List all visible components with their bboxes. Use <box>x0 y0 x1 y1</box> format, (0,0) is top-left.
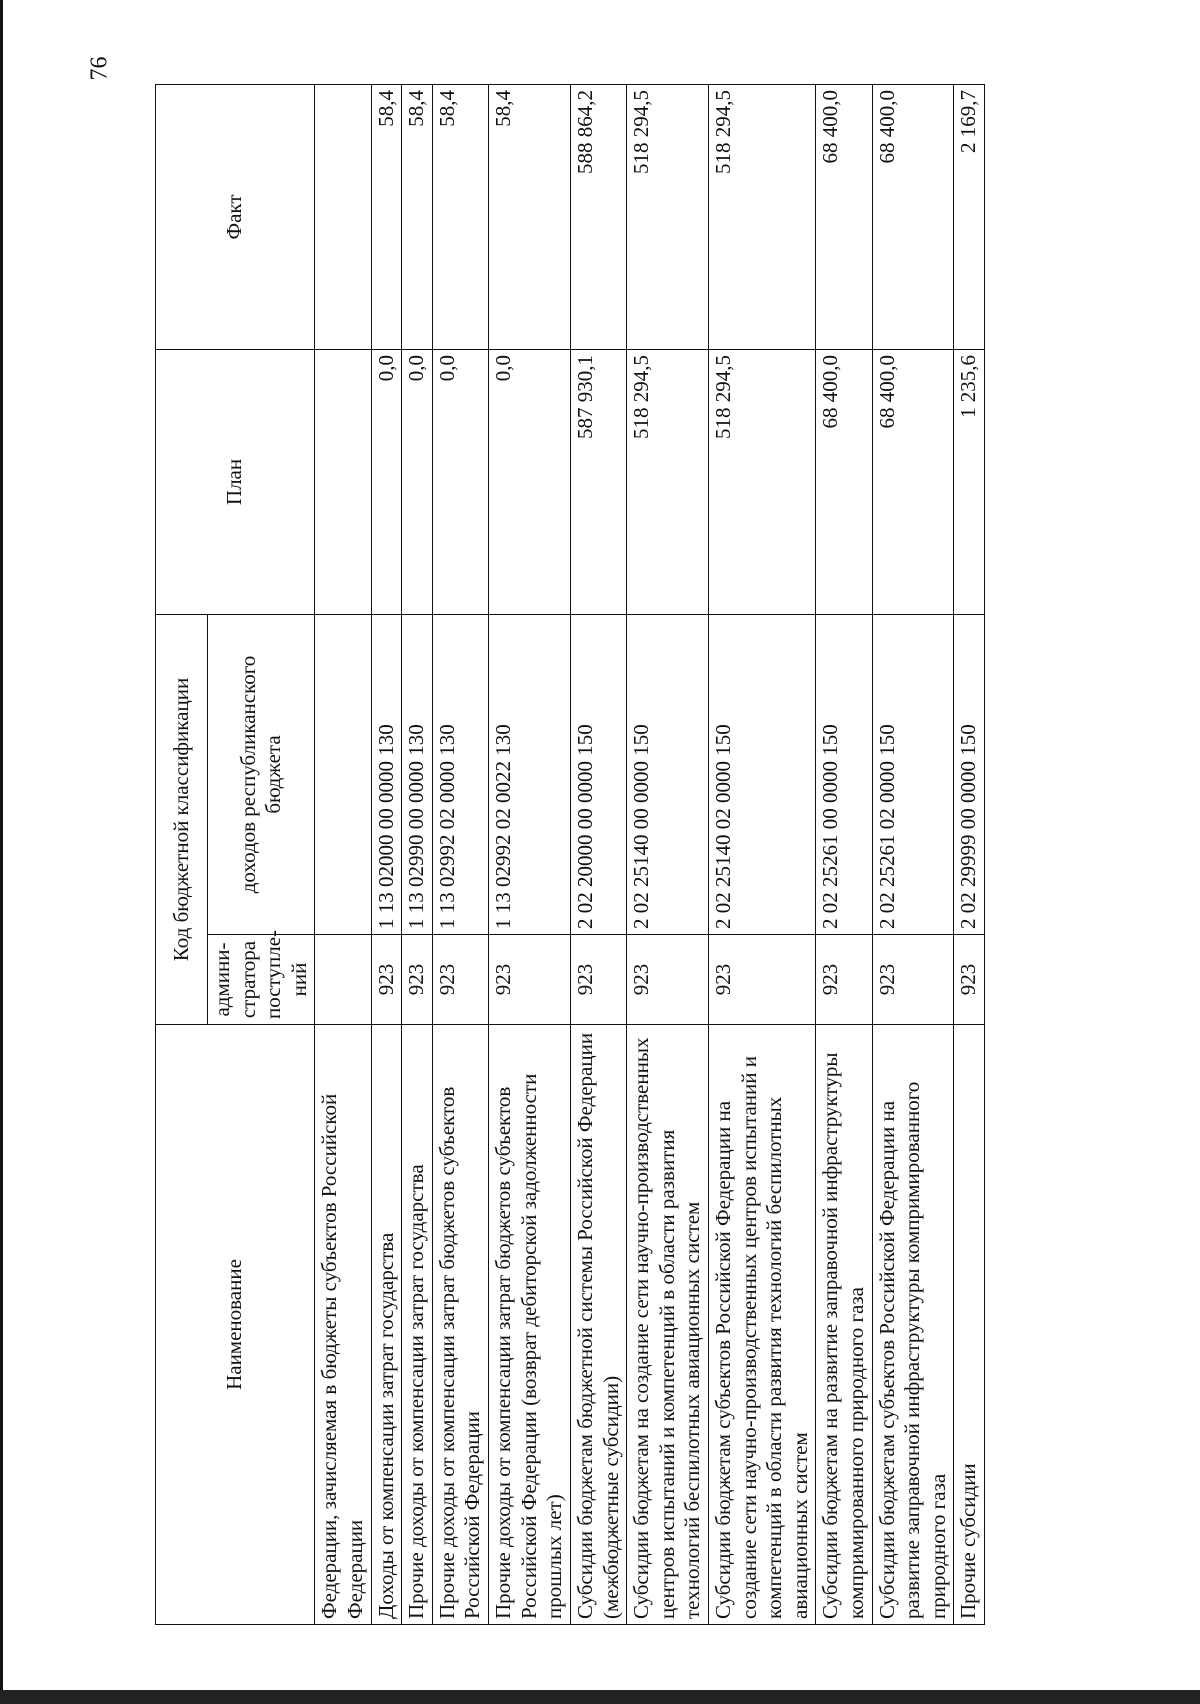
rotated-table-wrapper <box>155 85 1055 1625</box>
row-fact: 68 400,0 <box>816 84 872 349</box>
header-name: Наименование <box>156 1025 315 1625</box>
row-admin-code: 923 <box>816 935 872 1025</box>
row-fact: 518 294,5 <box>708 84 815 349</box>
header-admin: админи-стратора поступле-ний <box>208 935 315 1025</box>
row-income-code: 1 13 02000 00 0000 130 <box>371 614 402 934</box>
table-row <box>816 84 872 1624</box>
row-fact: 58,4 <box>489 84 571 349</box>
row-admin-code: 923 <box>570 935 626 1025</box>
page-number: 76 <box>86 56 113 81</box>
row-plan: 68 400,0 <box>872 349 954 614</box>
row-plan <box>315 349 371 614</box>
row-plan: 0,0 <box>489 349 571 614</box>
table-row <box>570 84 626 1624</box>
row-plan: 0,0 <box>402 349 433 614</box>
row-admin-code <box>315 935 371 1025</box>
row-admin-code: 923 <box>708 935 815 1025</box>
row-admin-code: 923 <box>432 935 488 1025</box>
table-body <box>315 84 985 1624</box>
row-fact <box>315 84 371 349</box>
row-name: Прочие субсидии <box>954 1025 985 1625</box>
table-row <box>954 84 985 1624</box>
header-fact: Факт <box>156 84 315 349</box>
scan-bottom-edge <box>0 1690 1200 1704</box>
row-plan: 518 294,5 <box>708 349 815 614</box>
table-row <box>315 84 371 1624</box>
row-income-code <box>315 614 371 934</box>
row-name: Субсидии бюджетам бюджетной системы Российской Федерации (межбюджетные субсидии) <box>570 1025 626 1625</box>
table-row <box>627 84 709 1624</box>
row-plan: 0,0 <box>371 349 402 614</box>
row-fact: 58,4 <box>402 84 433 349</box>
row-plan: 68 400,0 <box>816 349 872 614</box>
row-income-code: 2 02 25140 02 0000 150 <box>708 614 815 934</box>
table-header <box>156 84 315 1624</box>
row-name: Прочие доходы от компенсации затрат государства <box>402 1025 433 1625</box>
row-name: Доходы от компенсации затрат государства <box>371 1025 402 1625</box>
row-income-code: 2 02 25261 02 0000 150 <box>872 614 954 934</box>
row-income-code: 2 02 25140 00 0000 150 <box>627 614 709 934</box>
table-row <box>432 84 488 1624</box>
row-income-code: 2 02 29999 00 0000 150 <box>954 614 985 934</box>
table-row <box>371 84 402 1624</box>
row-fact: 68 400,0 <box>872 84 954 349</box>
row-fact: 518 294,5 <box>627 84 709 349</box>
row-admin-code: 923 <box>627 935 709 1025</box>
budget-table <box>155 84 985 1625</box>
table-row <box>872 84 954 1624</box>
row-name: Субсидии бюджетам на развитие заправочной инфраструктуры компримированного природного газа <box>816 1025 872 1625</box>
row-income-code: 2 02 20000 00 0000 150 <box>570 614 626 934</box>
row-income-code: 1 13 02990 00 0000 130 <box>402 614 433 934</box>
row-name: Субсидии бюджетам субъектов Российской Федерации на развитие заправочной инфраструктуры компримированного природного газа <box>872 1025 954 1625</box>
row-fact: 58,4 <box>432 84 488 349</box>
row-admin-code: 923 <box>489 935 571 1025</box>
row-admin-code: 923 <box>872 935 954 1025</box>
row-name: Субсидии бюджетам субъектов Российской Федерации на создание сети научно-производственных центров испытаний и компетенций в области развития технологий беспилотных авиационных систем <box>708 1025 815 1625</box>
row-admin-code: 923 <box>402 935 433 1025</box>
header-plan: План <box>156 349 315 614</box>
row-admin-code: 923 <box>371 935 402 1025</box>
row-admin-code: 923 <box>954 935 985 1025</box>
row-plan: 1 235,6 <box>954 349 985 614</box>
row-plan: 0,0 <box>432 349 488 614</box>
row-fact: 58,4 <box>371 84 402 349</box>
row-income-code: 1 13 02992 02 0022 130 <box>489 614 571 934</box>
row-fact: 2 169,7 <box>954 84 985 349</box>
row-name: Федерации, зачисляемая в бюджеты субъектов Российской Федерации <box>315 1025 371 1625</box>
row-name: Субсидии бюджетам на создание сети научно-производственных центров испытаний и компетенций в области развития технологий беспилотных авиационных систем <box>627 1025 709 1625</box>
row-plan: 518 294,5 <box>627 349 709 614</box>
row-fact: 588 864,2 <box>570 84 626 349</box>
table-row <box>489 84 571 1624</box>
table-row <box>402 84 433 1624</box>
row-income-code: 1 13 02992 02 0000 130 <box>432 614 488 934</box>
scan-left-edge <box>0 0 3 1704</box>
row-plan: 587 930,1 <box>570 349 626 614</box>
table-row <box>708 84 815 1624</box>
header-code-group: Код бюджетной классификации <box>156 614 208 1024</box>
row-name: Прочие доходы от компенсации затрат бюджетов субъектов Российской Федерации <box>432 1025 488 1625</box>
header-income: доходов республиканского бюджета <box>208 614 315 934</box>
row-income-code: 2 02 25261 00 0000 150 <box>816 614 872 934</box>
row-name: Прочие доходы от компенсации затрат бюджетов субъектов Российской Федерации (возврат дебиторской задолженности прошлых лет) <box>489 1025 571 1625</box>
